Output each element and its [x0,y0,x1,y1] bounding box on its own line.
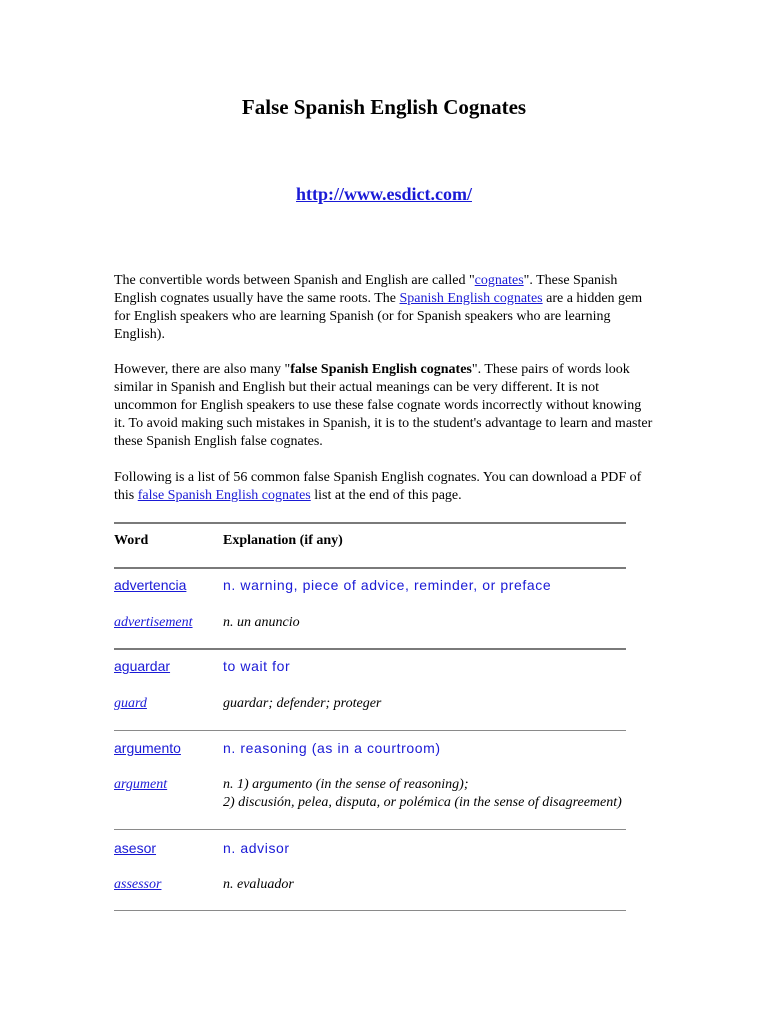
english-word-link[interactable]: advertisement [114,615,193,630]
list-intro-paragraph [114,469,654,505]
paragraph-text: are a hidden gem for English speakers who are learning Spanish (or for Spanish speakers who are learning English). [114,291,643,342]
spanish-definition: to wait for [223,658,291,674]
spanish-definition: n. reasoning (as in a courtroom) [223,740,441,756]
paragraph-text: Following is a list of 56 common false Spanish English cognates. You can download a PDF of this [114,470,642,503]
site-link[interactable]: http://www.esdict.com/ [296,184,472,204]
paragraph-text: The convertible words between Spanish and English are called " [114,273,475,288]
table-rule [114,567,626,569]
header-explanation: Explanation (if any) [223,533,343,548]
table-top-rule [114,522,626,524]
english-definition-line2: 2) discusión, pelea, disputa, or polémica (in the sense of disagreement) [223,795,622,810]
false-cognates-pdf-link[interactable]: false Spanish English cognates [137,488,311,503]
english-definition: n. un anuncio [223,615,300,630]
cognates-link[interactable]: cognates [474,273,524,288]
paragraph-text: However, there are also many " [114,362,291,377]
paragraph-text: ". These pairs of words look similar in Spanish and English but their actual meanings can be very different. It is not uncommon for English speakers to use these false cognate words incorrectly without knowing it. To avoid making such mistakes in Spanish, it is to the student's advantage to learn and master these Spanish English false cognates. [114,362,653,449]
spanish-definition: n. warning, piece of advice, reminder, or preface [223,577,552,593]
english-word-link[interactable]: guard [114,696,147,711]
site-link-container [114,180,654,208]
bold-phrase: false Spanish English cognates [290,362,472,377]
spanish-english-cognates-link[interactable]: Spanish English cognates [399,291,543,306]
spanish-word-link[interactable]: advertencia [114,577,187,593]
paragraph-text: list at the end of this page. [310,488,462,503]
spanish-definition: n. advisor [223,840,290,856]
paragraph-text: ". These Spanish English cognates usually have the same roots. The [114,273,618,306]
spanish-word-link[interactable]: asesor [114,840,157,856]
english-word-link[interactable]: argument [114,777,168,792]
table-rule [114,730,626,731]
spanish-word-link[interactable]: aguardar [114,658,171,674]
intro-paragraph [114,272,654,344]
table-rule [114,648,626,650]
false-cognates-paragraph [114,361,654,451]
page-title: False Spanish English Cognates [241,95,527,119]
english-definition: guardar; defender; proteger [223,696,382,711]
english-definition: n. 1) argumento (in the sense of reasoning); [223,777,469,792]
table-bottom-rule [114,910,626,911]
table-rule [114,829,626,830]
english-definition: n. evaluador [223,877,294,892]
spanish-word-link[interactable]: argumento [114,740,181,756]
header-word: Word [114,533,149,548]
english-word-link[interactable]: assessor [114,877,162,892]
